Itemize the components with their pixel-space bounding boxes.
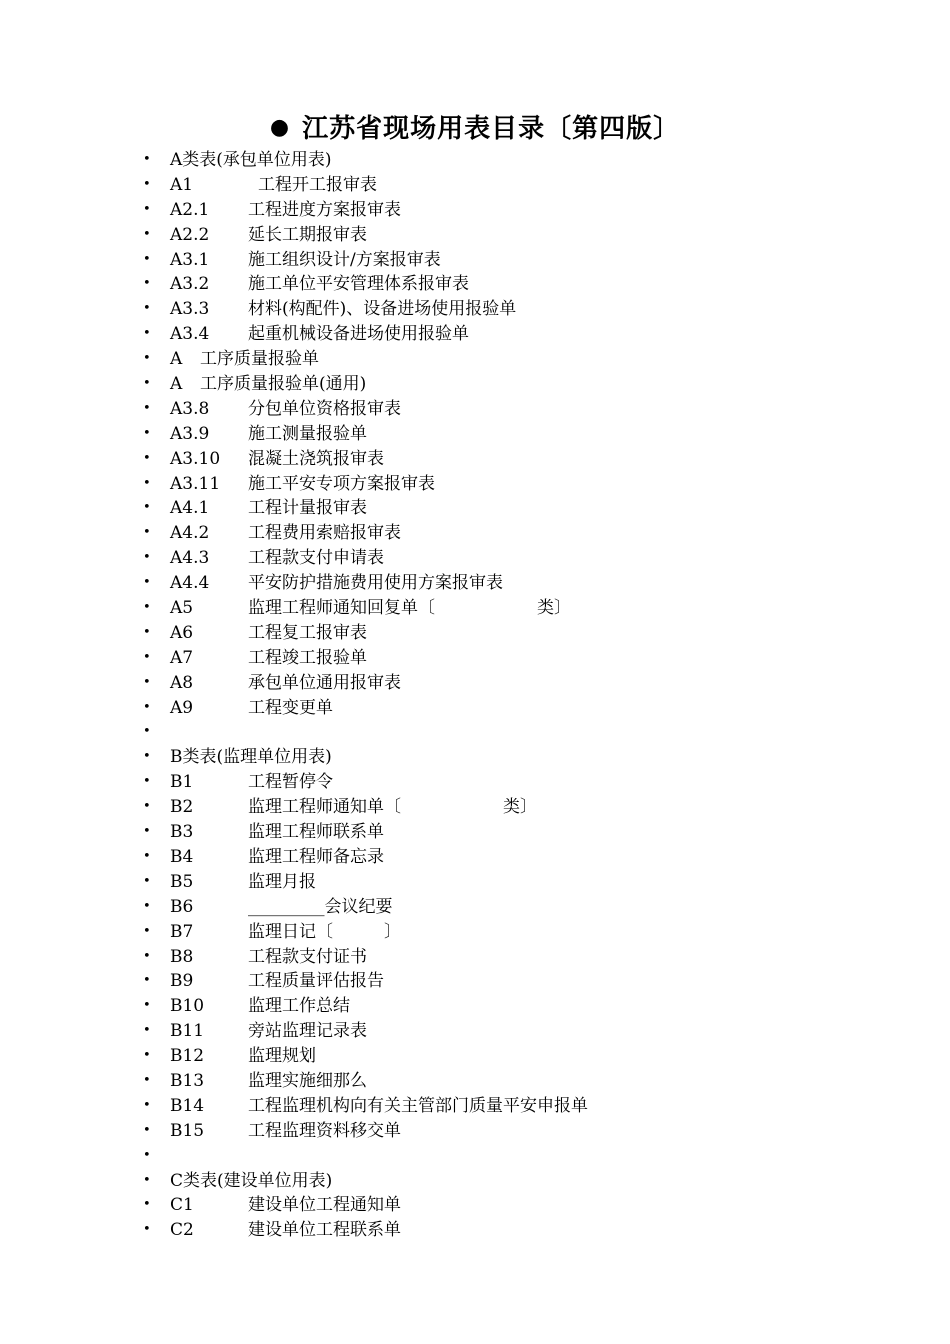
form-name: 监理实施细那么: [248, 1070, 367, 1091]
list-item: [0, 372, 950, 397]
list-item: [0, 447, 950, 472]
form-name: 平安防护措施费用使用方案报审表: [248, 573, 503, 594]
form-code: A3.11: [170, 473, 221, 494]
bullet-icon: •: [143, 201, 151, 217]
page-title-text: 江苏省现场用表目录〔第四版〕: [302, 114, 681, 144]
bullet-icon: •: [143, 1048, 151, 1064]
form-name: 施工组织设计/方案报审表: [248, 249, 441, 270]
form-name: 延长工期报审表: [248, 224, 367, 245]
bullet-icon: •: [143, 923, 151, 939]
form-code: A4.2: [170, 523, 210, 544]
bullet-icon: •: [143, 1097, 151, 1113]
form-name: 施工单位平安管理体系报审表: [248, 274, 469, 295]
list-item: [0, 920, 950, 945]
form-name: 工程变更单: [248, 697, 333, 718]
form-code: B4: [170, 846, 194, 867]
form-name: 工程费用索赔报审表: [248, 523, 401, 544]
bullet-icon: •: [143, 973, 151, 989]
list-item: [0, 1144, 950, 1169]
list-item: [0, 272, 950, 297]
list-item: [0, 571, 950, 596]
form-name: 监理日记〔 〕: [248, 921, 401, 942]
form-code: A2.2: [170, 224, 210, 245]
list-item: [0, 521, 950, 546]
form-name: 工程进度方案报审表: [248, 199, 401, 220]
list-item: [0, 969, 950, 994]
form-name: 工序质量报验单(通用): [200, 374, 367, 395]
form-name: 材料(构配件)、设备进场使用报验单: [248, 299, 517, 320]
bullet-icon: •: [143, 824, 151, 840]
form-code: B2: [170, 797, 194, 818]
bullet-icon: •: [143, 425, 151, 441]
list-item: [0, 248, 950, 273]
form-name: 监理工作总结: [248, 996, 350, 1017]
list-item: [0, 198, 950, 223]
list-item: [0, 472, 950, 497]
form-name: 监理规划: [248, 1046, 316, 1067]
form-code: C1: [170, 1195, 194, 1216]
form-name: 施工平安专项方案报审表: [248, 473, 435, 494]
list-item: [0, 720, 950, 745]
section-heading: C类表(建设单位用表): [170, 1170, 333, 1191]
form-name: 监理工程师备忘录: [248, 846, 384, 867]
form-code: A4.3: [170, 548, 210, 569]
form-name: 工程复工报审表: [248, 622, 367, 643]
form-code: A4.1: [170, 498, 210, 519]
list-item: [0, 1119, 950, 1144]
list-item: [0, 148, 950, 173]
bullet-icon: •: [143, 226, 151, 242]
list-item: [0, 945, 950, 970]
bullet-icon: •: [143, 450, 151, 466]
bullet-icon: •: [143, 525, 151, 541]
bullet-icon: •: [143, 699, 151, 715]
list-item: [0, 422, 950, 447]
form-code: B10: [170, 996, 205, 1017]
list-item: [0, 397, 950, 422]
bullet-icon: •: [143, 674, 151, 690]
form-code: A: [170, 374, 183, 395]
form-name: 工程监理机构向有关主管部门质量平安申报单: [248, 1095, 588, 1116]
form-code: A8: [170, 672, 194, 693]
list-item: [0, 870, 950, 895]
list-item: [0, 770, 950, 795]
list-item: [0, 795, 950, 820]
form-name: 工程监理资料移交单: [248, 1120, 401, 1141]
form-name: 监理月报: [248, 871, 316, 892]
form-name: 工序质量报验单: [200, 349, 319, 370]
form-name: _________会议纪要: [248, 896, 393, 917]
form-name: 工程计量报审表: [248, 498, 367, 519]
form-code: B14: [170, 1095, 205, 1116]
bullet-icon: •: [143, 301, 151, 317]
bullet-icon: •: [143, 649, 151, 665]
list-item: [0, 895, 950, 920]
form-code: B15: [170, 1120, 205, 1141]
bullet-icon: •: [143, 774, 151, 790]
form-list: [0, 148, 950, 1243]
form-code: A: [170, 349, 183, 370]
form-name: 监理工程师通知单〔 类〕: [248, 797, 537, 818]
form-code: A3.1: [170, 249, 210, 270]
bullet-icon: •: [143, 998, 151, 1014]
bullet-icon: •: [143, 176, 151, 192]
bullet-icon: •: [143, 1023, 151, 1039]
bullet-icon: •: [143, 724, 151, 740]
bullet-icon: •: [143, 550, 151, 566]
form-code: A6: [170, 622, 194, 643]
list-item: [0, 646, 950, 671]
bullet-icon: •: [143, 376, 151, 392]
bullet-icon: •: [143, 575, 151, 591]
form-code: B7: [170, 921, 194, 942]
form-code: B11: [170, 1021, 205, 1042]
form-code: A3.9: [170, 423, 210, 444]
form-code: B3: [170, 822, 194, 843]
bullet-icon: •: [143, 500, 151, 516]
form-code: B5: [170, 871, 194, 892]
list-item: [0, 696, 950, 721]
form-name: 旁站监理记录表: [248, 1021, 367, 1042]
form-code: A3.8: [170, 398, 210, 419]
list-item: [0, 845, 950, 870]
bullet-icon: •: [143, 400, 151, 416]
form-code: A3.2: [170, 274, 210, 295]
list-item: [0, 745, 950, 770]
form-name: 起重机械设备进场使用报验单: [248, 324, 469, 345]
form-name: 混凝土浇筑报审表: [248, 448, 384, 469]
list-item: [0, 1193, 950, 1218]
bullet-icon: •: [143, 251, 151, 267]
bullet-icon: •: [143, 475, 151, 491]
form-name: 监理工程师通知回复单〔 类〕: [248, 598, 571, 619]
section-heading: A类表(承包单位用表): [170, 150, 332, 170]
list-item: [0, 621, 950, 646]
list-item: [0, 994, 950, 1019]
form-name: 工程质量评估报告: [248, 971, 384, 992]
bullet-icon: •: [143, 1172, 151, 1188]
bullet-icon: •: [143, 799, 151, 815]
form-code: A1: [170, 174, 194, 195]
list-item: [0, 223, 950, 248]
bullet-icon: •: [143, 749, 151, 765]
form-code: A9: [170, 697, 194, 718]
page-title: [0, 108, 950, 145]
bullet-icon: •: [143, 1222, 151, 1238]
list-item: [0, 1094, 950, 1119]
bullet-icon: •: [143, 600, 151, 616]
form-name: 工程暂停令: [248, 772, 333, 793]
bullet-icon: •: [143, 898, 151, 914]
list-item: [0, 820, 950, 845]
list-item: [0, 1069, 950, 1094]
form-code: B13: [170, 1070, 205, 1091]
form-name: 工程开工报审表: [258, 174, 377, 195]
form-code: A3.3: [170, 299, 210, 320]
form-code: B1: [170, 772, 194, 793]
form-code: A3.10: [170, 448, 221, 469]
bullet-icon: •: [143, 326, 151, 342]
list-item: [0, 496, 950, 521]
list-item: [0, 297, 950, 322]
form-code: A5: [170, 598, 194, 619]
list-item: [0, 596, 950, 621]
bullet-icon: •: [143, 1072, 151, 1088]
list-item: [0, 1044, 950, 1069]
list-item: [0, 546, 950, 571]
form-name: 建设单位工程联系单: [248, 1220, 401, 1241]
list-item: [0, 1218, 950, 1243]
section-heading: B类表(监理单位用表): [170, 747, 332, 768]
form-code: A2.1: [170, 199, 210, 220]
form-code: C2: [170, 1220, 194, 1241]
bullet-icon: •: [143, 848, 151, 864]
list-item: [0, 1019, 950, 1044]
bullet-icon: •: [143, 1147, 151, 1163]
bullet-icon: •: [143, 1197, 151, 1213]
bullet-icon: •: [143, 624, 151, 640]
form-name: 建设单位工程通知单: [248, 1195, 401, 1216]
form-code: B6: [170, 896, 194, 917]
bullet-icon: •: [143, 948, 151, 964]
form-name: 工程款支付申请表: [248, 548, 384, 569]
list-item: [0, 173, 950, 198]
form-code: B9: [170, 971, 194, 992]
form-name: 分包单位资格报审表: [248, 398, 401, 419]
form-name: 施工测量报验单: [248, 423, 367, 444]
bullet-icon: ●: [269, 115, 291, 140]
list-item: [0, 322, 950, 347]
bullet-icon: •: [143, 152, 151, 167]
bullet-icon: •: [143, 351, 151, 367]
form-code: A4.4: [170, 573, 210, 594]
list-item: [0, 671, 950, 696]
form-name: 工程款支付证书: [248, 946, 367, 967]
list-item: [0, 347, 950, 372]
form-name: 工程竣工报验单: [248, 647, 367, 668]
bullet-icon: •: [143, 276, 151, 292]
bullet-icon: •: [143, 1122, 151, 1138]
form-name: 监理工程师联系单: [248, 822, 384, 843]
list-item: [0, 1169, 950, 1194]
form-code: A7: [170, 647, 194, 668]
form-code: A3.4: [170, 324, 210, 345]
form-code: B8: [170, 946, 194, 967]
form-name: 承包单位通用报审表: [248, 672, 401, 693]
form-code: B12: [170, 1046, 205, 1067]
bullet-icon: •: [143, 873, 151, 889]
